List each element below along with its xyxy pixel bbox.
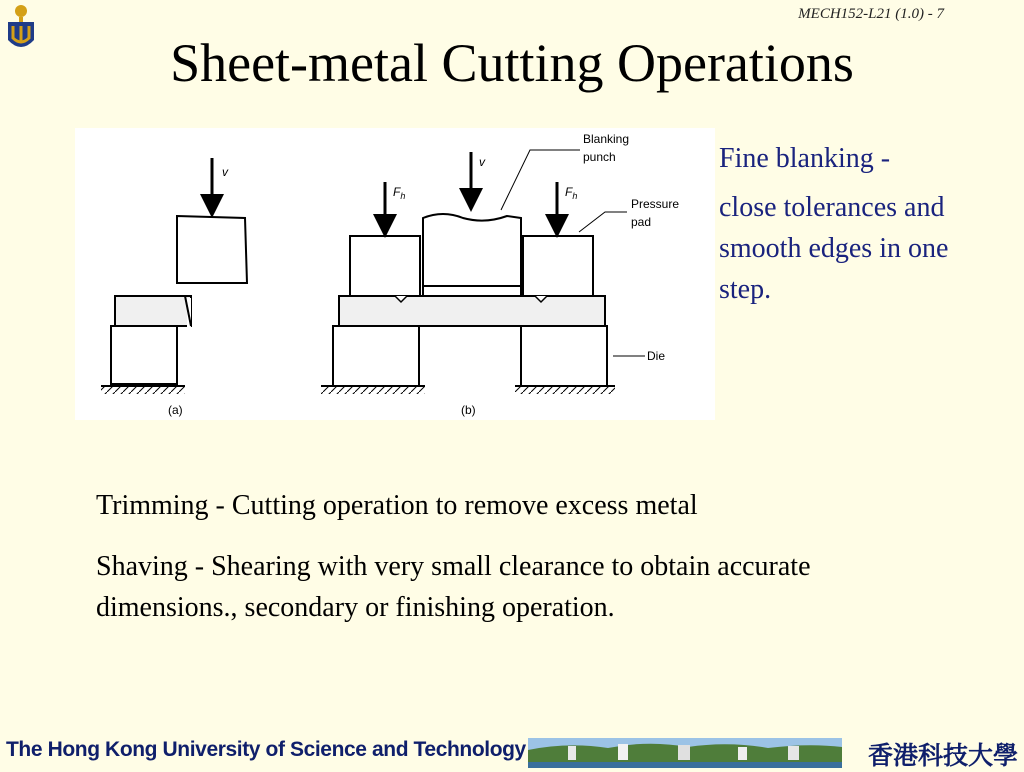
footer-university: The Hong Kong University of Science and Technology [6, 738, 526, 761]
label-punch: punch [583, 150, 616, 164]
label-v-b: v [479, 155, 485, 169]
campus-photo [528, 738, 842, 768]
slide-code: MECH152-L21 (1.0) - 7 [798, 6, 944, 22]
fine-blanking-note [719, 138, 959, 310]
page-title: Sheet-metal Cutting Operations [170, 33, 854, 93]
label-pad: pad [631, 215, 652, 229]
caption-a: (a) [168, 403, 183, 417]
label-pressure: Pressure [631, 197, 680, 211]
shaving-text: Shaving - Shearing with very small clearance to obtain accurate dimensions., secondary or finishing operation. [96, 551, 811, 623]
trimming-text: Trimming - Cutting operation to remove excess metal [96, 490, 698, 521]
diagram-a [101, 158, 247, 417]
blanking-diagram [75, 128, 715, 420]
caption-b: (b) [461, 403, 476, 417]
label-die: Die [647, 349, 666, 363]
footer-chinese-name: 香港科技大學 [867, 741, 1018, 770]
label-blanking: Blanking [583, 132, 630, 146]
fine-blanking-description: close tolerances and smooth edges in one step. [719, 192, 949, 305]
diagram-b [321, 132, 679, 417]
label-fh-right: $F_h$ [565, 185, 578, 201]
label-fh-left: $F_h$ [393, 185, 406, 201]
fine-blanking-heading: Fine blanking - [719, 143, 891, 174]
label-v-a: v [222, 165, 228, 179]
